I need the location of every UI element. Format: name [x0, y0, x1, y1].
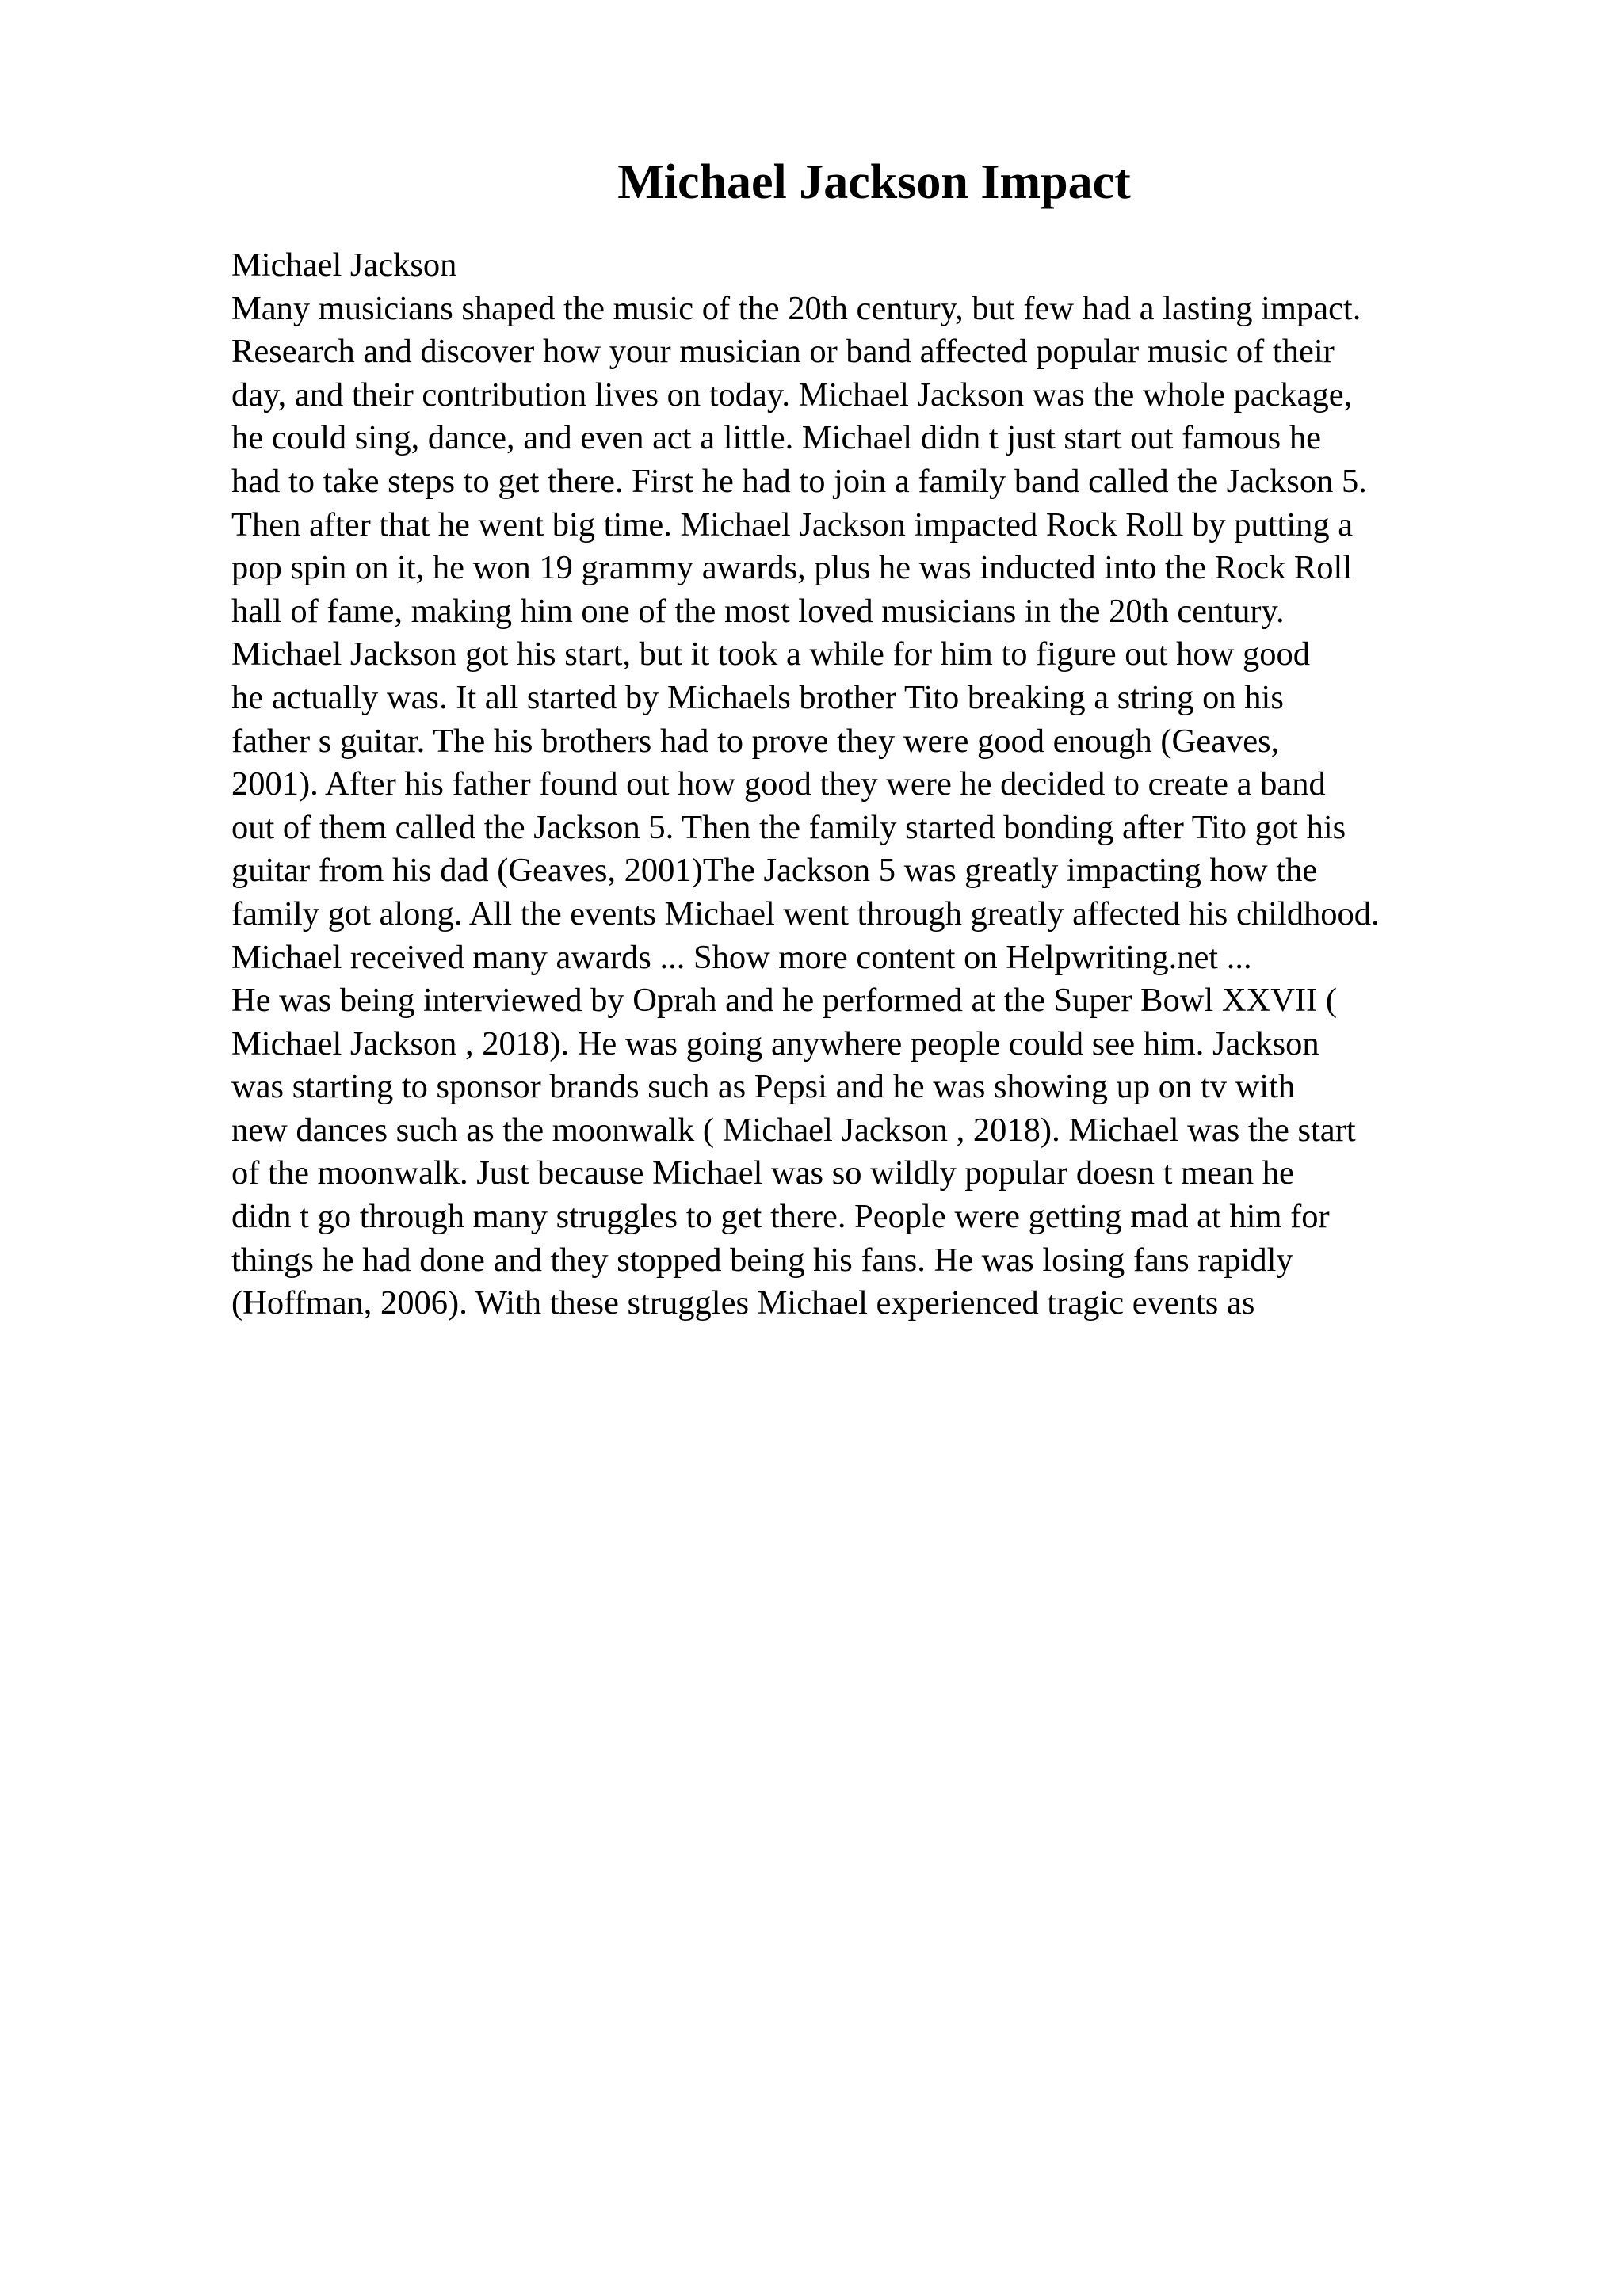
text-line: father s guitar. The his brothers had to prove they were good enough (Geaves, [231, 722, 1280, 760]
text-line: didn t go through many struggles to get there. People were getting mad at him for [231, 1198, 1330, 1236]
text-line: of the moonwalk. Just because Michael was so wildly popular doesn t mean he [231, 1154, 1294, 1192]
text-line: new dances such as the moonwalk ( Michael Jackson , 2018). Michael was the start [231, 1111, 1356, 1149]
document-title: Michael Jackson Impact [617, 155, 1131, 209]
text-line: family got along. All the events Michael went through greatly affected his childhood. [231, 894, 1380, 933]
text-line: Michael Jackson [231, 246, 457, 284]
text-line: he could sing, dance, and even act a little. Michael didn t just start out famous he [231, 419, 1321, 457]
text-line: Michael Jackson got his start, but it took a while for him to figure out how good [231, 635, 1310, 673]
text-line: Michael Jackson , 2018). He was going anywhere people could see him. Jackson [231, 1024, 1319, 1062]
text-line: out of them called the Jackson 5. Then the family started bonding after Tito got his [231, 808, 1346, 846]
text-line: 2001). After his father found out how good they were he decided to create a band [231, 765, 1326, 803]
text-line: Many musicians shaped the music of the 20th century, but few had a lasting impact. [231, 289, 1361, 327]
text-line: (Hoffman, 2006). With these struggles Michael experienced tragic events as [231, 1284, 1255, 1322]
text-line: was starting to sponsor brands such as Pepsi and he was showing up on tv with [231, 1068, 1296, 1106]
text-line: He was being interviewed by Oprah and he performed at the Super Bowl XXVII ( [231, 982, 1337, 1020]
show-more-line: Michael received many awards ... Show more content on Helpwriting.net ... [231, 938, 1252, 976]
text-line: Research and discover how your musician or band affected popular music of their [231, 333, 1335, 371]
text-line: he actually was. It all started by Michaels brother Tito breaking a string on his [231, 678, 1284, 716]
document-body [231, 244, 1594, 1325]
text-line: day, and their contribution lives on today. Michael Jackson was the whole package, [231, 376, 1353, 414]
text-line: guitar from his dad (Geaves, 2001)The Jackson 5 was greatly impacting how the [231, 852, 1318, 890]
text-line: things he had done and they stopped being his fans. He was losing fans rapidly [231, 1241, 1293, 1279]
text-line: had to take steps to get there. First he had to join a family band called the Jackson 5. [231, 462, 1367, 500]
text-line: pop spin on it, he won 19 grammy awards, plus he was inducted into the Rock Roll [231, 549, 1353, 587]
text-line: Then after that he went big time. Michael Jackson impacted Rock Roll by putting a [231, 505, 1354, 543]
text-line: hall of fame, making him one of the most loved musicians in the 20th century. [231, 592, 1285, 630]
